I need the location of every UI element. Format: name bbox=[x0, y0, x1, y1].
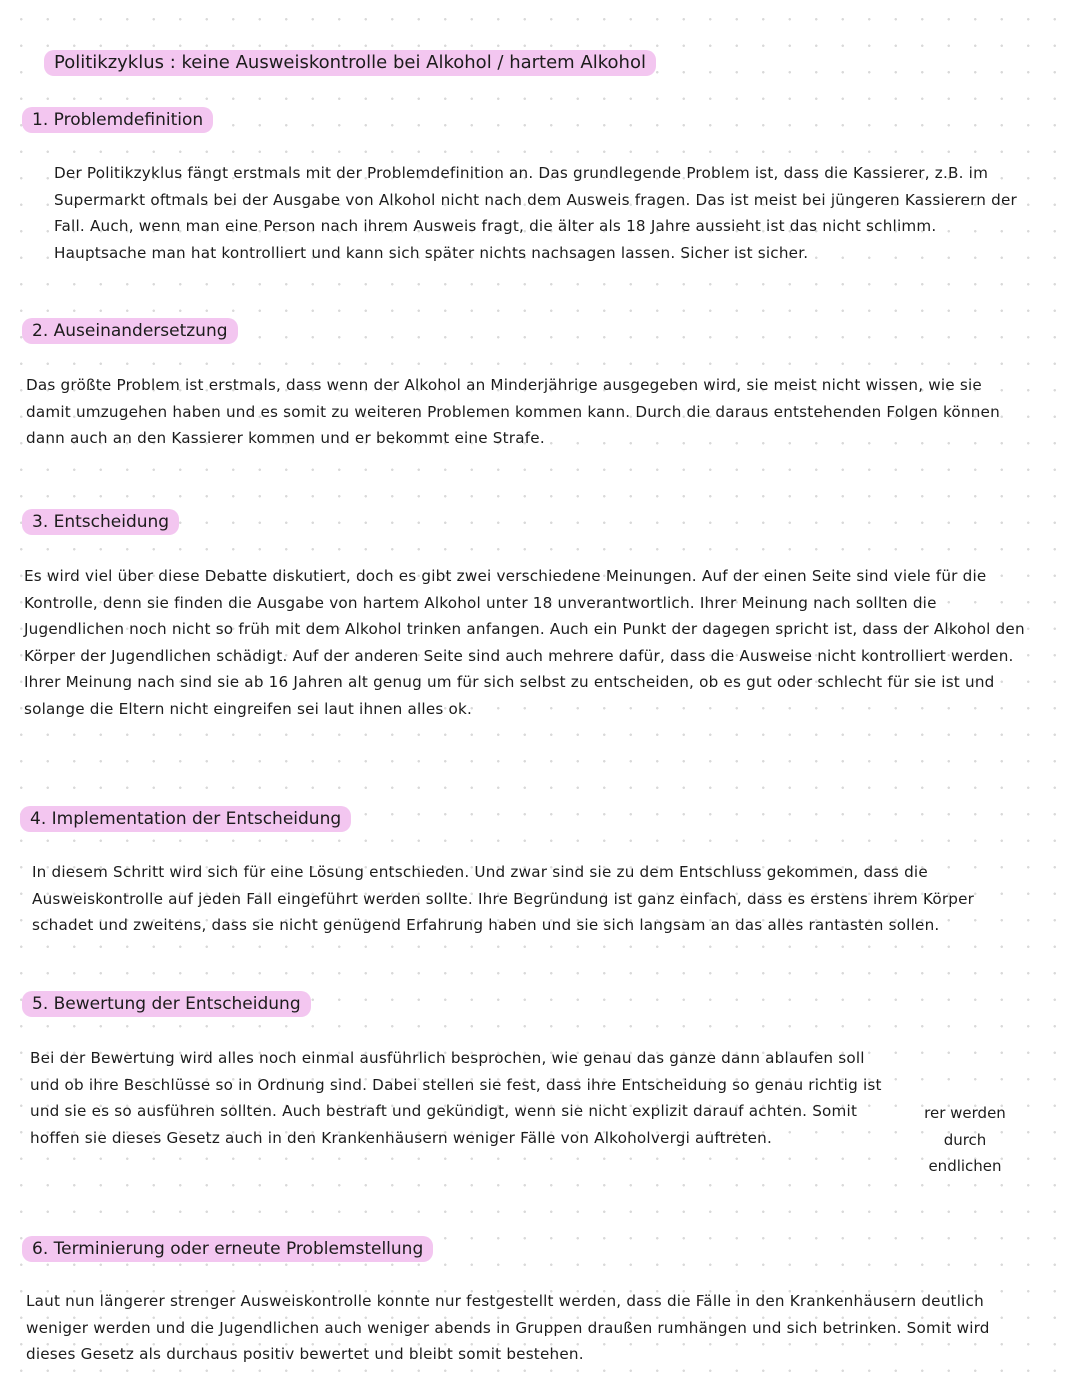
margin-note-line: rer werden bbox=[924, 1104, 1006, 1122]
heading-bewertung: 5. Bewertung der Entscheidung bbox=[22, 991, 311, 1017]
heading-problemdefinition: 1. Problemdefinition bbox=[22, 107, 213, 133]
paragraph-terminierung: Laut nun längerer strenger Ausweiskontrolle konnte nur festgestellt werden, dass die Fälle in den Krankenhäusern deutlich weniger werden und die Jugendlichen auch weniger abends in Gruppen draußen rumhängen und sich betrinken. Somit wird dieses Gesetz als durchaus positiv bewertet und bleibt somit bestehen. bbox=[26, 1292, 990, 1363]
paragraph-entscheidung: Es wird viel über diese Debatte diskutiert, doch es gibt zwei verschiedene Meinungen. Auf der einen Seite sind viele für die Kontrolle, denn sie finden die Ausgabe von hartem Alkohol unter 18 unverantwortlich. Ihrer Meinung nach sollten die Jugendlichen noch nicht so früh mit dem Alkohol trinken anfangen. Auch ein Punkt der dagegen spricht ist, dass der Alkohol den Körper der Jugendlichen schädigt. Auf der anderen Seite sind auch mehrere dafür, dass die Ausweise nicht kontrolliert werden. Ihrer Meinung nach sind sie ab 16 Jahren alt genug um für sich selbst zu entscheiden, ob es gut oder schlecht für sie ist und solange die Eltern nicht eingreifen sei laut ihnen alles ok. bbox=[24, 567, 1025, 718]
page-title: Politikzyklus : keine Ausweiskontrolle bei Alkohol / hartem Alkohol bbox=[44, 50, 656, 76]
paragraph-bewertung: Bei der Bewertung wird alles noch einmal ausführlich besprochen, wie genau das ganze dann ablaufen soll und ob ihre Beschlüsse so in Ordnung sind. Dabei stellen sie fest, dass ihre Entscheidung so genau richtig ist und sie es so ausführen sollten. Auch bestraft und gekündigt, wenn sie nicht explizit darauf achten. Somit hoffen sie dieses Gesetz auch in den Krankenhäusern weniger Fälle von Alkoholvergi auftreten. bbox=[30, 1049, 882, 1147]
heading-auseinandersetzung: 2. Auseinandersetzung bbox=[22, 318, 238, 344]
heading-implementation: 4. Implementation der Entscheidung bbox=[20, 806, 351, 832]
margin-note-line: endlichen bbox=[928, 1157, 1002, 1175]
margin-note bbox=[900, 1100, 1030, 1180]
margin-note-line: durch bbox=[943, 1130, 987, 1149]
paragraph-problemdefinition: Der Politikzyklus fängt erstmals mit der Problemdefinition an. Das grundlegende Problem ist, dass die Kassierer, z.B. im Supermarkt oftmals bei der Ausgabe von Alkohol nicht nach dem Ausweis fragen. Das ist meist bei jüngeren Kassierern der Fall. Auch, wenn man eine Person nach ihrem Ausweis fragt, die älter als 18 Jahre aussieht ist das nicht schlimm. Hauptsache man hat kontrolliert und kann sich später nichts nachsagen lassen. Sicher ist sicher. bbox=[54, 164, 1017, 262]
heading-terminierung: 6. Terminierung oder erneute Problemstellung bbox=[22, 1236, 433, 1262]
paragraph-auseinandersetzung: Das größte Problem ist erstmals, dass wenn der Alkohol an Minderjährige ausgegeben wird, sie meist nicht wissen, wie sie damit umzugehen haben und es somit zu weiteren Problemen kommen kann. Durch die daraus entstehenden Folgen können dann auch an den Kassierer kommen und er bekommt eine Strafe. bbox=[26, 376, 1000, 447]
paragraph-implementation: In diesem Schritt wird sich für eine Lösung entschieden. Und zwar sind sie zu dem Entschluss gekommen, dass die Ausweiskontrolle auf jeden Fall eingeführt werden sollte. Ihre Begründung ist ganz einfach, dass es erstens ihrem Körper schadet und zweitens, dass sie nicht genügend Erfahrung haben und sie sich langsam an das alles rantasten sollen. bbox=[32, 863, 975, 934]
heading-entscheidung: 3. Entscheidung bbox=[22, 509, 179, 535]
